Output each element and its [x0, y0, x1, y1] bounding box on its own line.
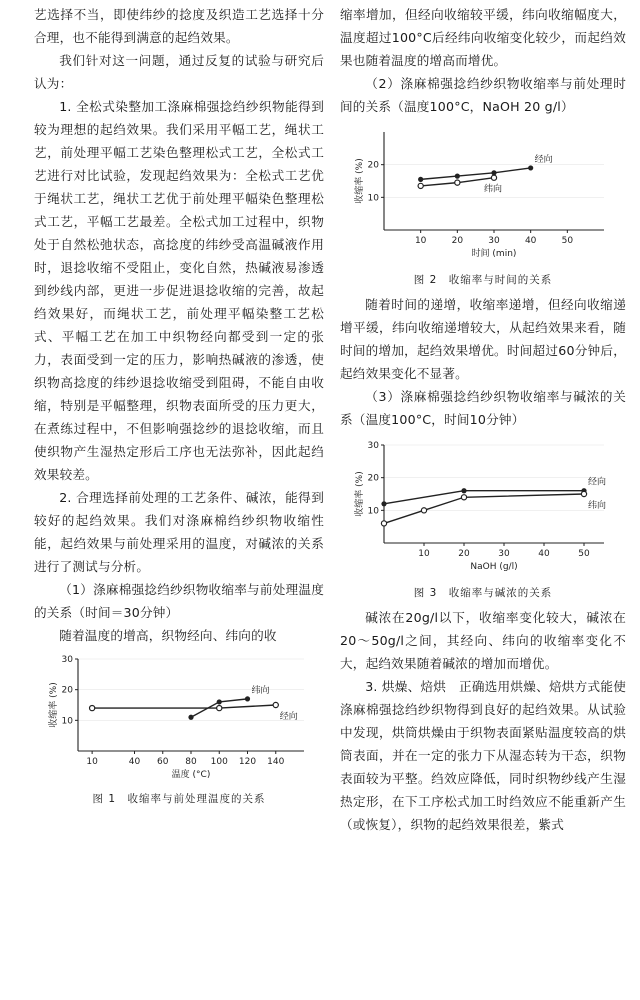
x-tick-label: 20	[451, 236, 464, 246]
left-paragraph-3: 1. 全松式染整加工涤麻棉强捻绉纱织物能得到较为理想的起绉效果。我们采用平幅工艺，绳状工艺，前处理平幅工艺染色整理松式工艺，全松式工艺进行对比试验，发现起绉效果为：全松式工艺优于绳状工艺，绳状工艺优于前处理平幅染色整理松式工艺，平幅工艺最差。全松式加工过程中，织物处于自然松弛状态，高捻度的纬纱受高温碱液作用时，退捻收缩不受阻止，变化自然，热碱液易渗透到纱线内部，更进一步促进退捻收缩的完善，故起绉效果好，而绳状工艺，前处理平幅染整工艺松式、平幅工艺在加工中织物经向都受到一定的张力，表面受到一定的压力，影响热碱液的渗透，使织物高捻度的纬纱退捻收缩受到阻碍，不能自由收缩，特别是平幅整理，织物表面所受的压力更大，在煮练过程中，不但影响强捻纱的退捻收缩，而且使织物产生湿热定形后工序也无法弥补，因此起绉效果较差。	[34, 99, 324, 482]
y-axis-label: 收缩率 (%)	[49, 682, 59, 728]
y-tick-label: 10	[367, 506, 379, 517]
right-paragraph-3: 随着时间的递增，收缩率递增，但经向收缩递增平缓，纬向收缩递增较大，从起绉效果来看，随时间的增加，起绉效果增优。时间超过60分钟后，起绉效果变化不显著。	[340, 297, 626, 381]
figure-3-chart	[340, 431, 626, 581]
figure-2-caption: 图 2 收缩率与时间的关系	[413, 274, 553, 286]
left-paragraph-1: 艺选择不当，即使纬纱的捻度及织造工艺选择十分合理，也不能得到满意的起绉效果。	[34, 7, 324, 45]
data-point	[273, 702, 278, 707]
left-column	[34, 0, 324, 812]
x-tick-label: 60	[157, 757, 169, 767]
y-axis-label: 收缩率 (%)	[355, 471, 365, 517]
data-point	[455, 180, 460, 185]
x-tick-label: 40	[538, 549, 550, 559]
x-tick-label: 20	[458, 549, 470, 559]
series-line	[421, 168, 531, 179]
data-point	[381, 521, 386, 526]
x-tick-label: 10	[86, 757, 98, 767]
x-tick-label: 120	[238, 757, 257, 767]
x-axis-label: 时间 (min)	[471, 249, 517, 259]
right-paragraph-4: （3）涤麻棉强捻绉纱织物收缩率与碱浓的关系（温度100°C，时间10分钟）	[340, 389, 626, 427]
x-tick-label: 100	[210, 757, 228, 767]
x-tick-label: 30	[488, 236, 500, 246]
data-point	[245, 696, 250, 701]
x-tick-label: 50	[561, 236, 574, 246]
y-tick-label: 20	[61, 685, 73, 696]
y-tick-label: 10	[367, 193, 379, 204]
series-label: 经向	[588, 477, 607, 488]
series-label: 经向	[279, 712, 298, 722]
data-point	[461, 495, 466, 500]
left-paragraph-6: 随着温度的增高，织物经向、纬向的收	[59, 628, 277, 643]
data-point	[381, 501, 386, 506]
series-label: 纬向	[588, 501, 607, 511]
figure-1-caption: 图 1 收缩率与前处理温度的关系	[92, 793, 266, 805]
x-axis-label: NaOH (g/l)	[470, 562, 518, 572]
data-point	[581, 491, 586, 496]
x-tick-label: 10	[414, 236, 427, 246]
y-tick-label: 10	[61, 716, 73, 727]
left-paragraph-5: （1）涤麻棉强捻绉纱织物收缩率与前处理温度的关系（时间＝30分钟）	[34, 582, 324, 620]
y-tick-label: 20	[367, 160, 379, 171]
data-point	[418, 177, 423, 182]
figure-1-chart	[34, 647, 324, 787]
y-tick-label: 20	[367, 473, 379, 484]
data-point	[461, 488, 466, 493]
data-point	[90, 705, 95, 710]
y-axis-label: 收缩率 (%)	[355, 158, 365, 204]
series-label: 经向	[534, 154, 553, 165]
x-axis-label: 温度 (°C)	[171, 770, 211, 780]
figure-3-caption: 图 3 收缩率与碱浓的关系	[413, 587, 553, 599]
x-tick-label: 10	[418, 549, 430, 559]
y-tick-label: 30	[367, 441, 379, 451]
left-paragraph-2: 我们针对这一问题，通过反复的试验与研究后认为：	[34, 53, 324, 91]
x-tick-label: 140	[267, 757, 285, 767]
data-point	[217, 699, 222, 704]
series-label: 纬向	[484, 184, 503, 195]
x-tick-label: 80	[185, 757, 197, 767]
x-tick-label: 40	[524, 236, 537, 246]
left-paragraph-4: 2. 合理选择前处理的工艺条件、碱浓，能得到较好的起绉效果。我们对涤麻棉绉纱织物收缩性能，起绉效果与前处理采用的温度，对碱浓的关系进行了测试与分析。	[34, 490, 324, 574]
data-point	[528, 165, 533, 170]
right-paragraph-2: （2）涤麻棉强捻绉纱织物收缩率与前处理时间的关系（温度100°C，NaOH 20 g/l）	[340, 76, 626, 114]
y-tick-label: 30	[61, 655, 73, 665]
series-line	[92, 705, 276, 708]
data-point	[217, 705, 222, 710]
x-tick-label: 50	[578, 549, 590, 559]
data-point	[455, 174, 460, 179]
data-point	[418, 183, 423, 188]
right-paragraph-1: 缩率增加，但经向收缩较平缓，纬向收缩幅度大，温度超过100°C后经纬向收缩变化较少，而起绉效果也随着温度的增高而增优。	[340, 7, 626, 68]
x-tick-label: 30	[498, 549, 510, 559]
figure-2-chart	[340, 118, 626, 268]
series-label: 纬向	[251, 685, 270, 696]
right-column	[340, 0, 626, 836]
right-paragraph-6: 3. 烘燥、焙烘 正确选用烘燥、焙烘方式能使涤麻棉强捻绉纱织物得到良好的起绉效果。从试验中发现，烘筒烘燥由于织物表面紧贴温度较高的烘筒表面，并在一定的张力下从湿态转为干态，织物表面较为平整。绉效应降低，同时织物纱线产生湿热定形，在下工序松式加工时绉效应不能重新产生（或恢复），织物的起绉效果很差，紫式	[340, 679, 626, 832]
data-point	[491, 175, 496, 180]
data-point	[421, 508, 426, 513]
data-point	[188, 715, 193, 720]
right-paragraph-5: 碱浓在20g/l以下，收缩率变化较大，碱浓在20～50g/l之间，其经向、纬向的收缩率变化不大，起绉效果随着碱浓的增加而增优。	[340, 610, 626, 671]
x-tick-label: 40	[128, 757, 141, 767]
